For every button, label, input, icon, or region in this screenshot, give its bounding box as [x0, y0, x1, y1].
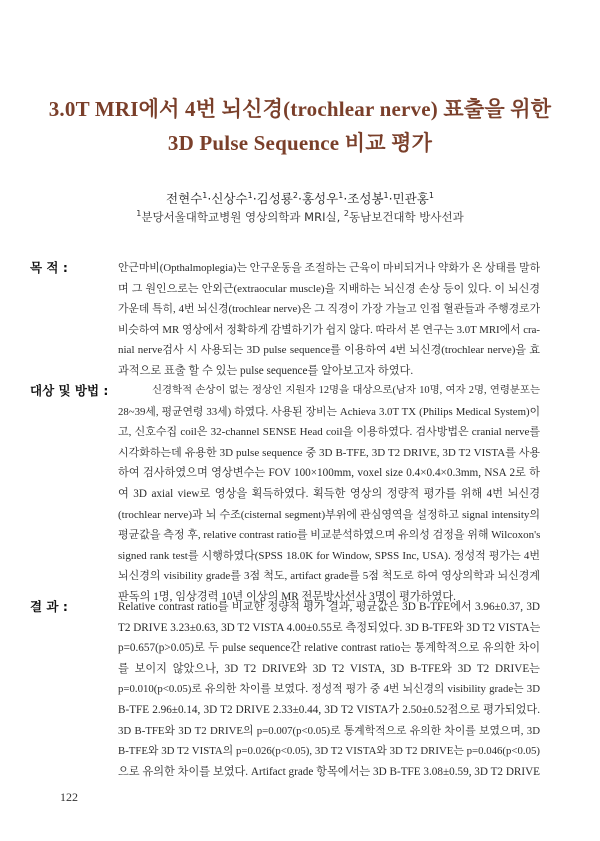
affil-text: 분당서울대학교병원 영상의학과 MRI실, — [141, 210, 344, 224]
text-line: 비슷하여 MR 영상에서 정확하게 감별하기가 쉽지 않다. 따라서 본 연구는 3.0T MRI에서 cra- — [118, 323, 540, 336]
section-results — [30, 597, 540, 782]
text-line: 28~39세, 평균연령 33세) 하였다. 사용된 장비는 Achieva 3.0T TX (Philips Medical System)이 — [118, 405, 540, 418]
text-line: 신경학적 손상이 없는 정상인 지원자 12명을 대상으로(남자 10명, 여자 2명, 연령분포는 — [152, 385, 540, 396]
text-line: 과적으로 표출 할 수 있는 pulse sequence를 알아보고자 하였다. — [118, 364, 414, 377]
author-affil-marker: 1 — [338, 190, 344, 200]
text-line: p=0.010(p<0.05)로 유의한 차이를 보였다. 정성적 평가 중 4번 뇌신경의 visibility grade는 3D — [118, 683, 540, 696]
author-name: 민관홍 — [392, 191, 429, 206]
text-line: B-TFE 2.96±0.14, 3D T2 DRIVE 2.33±0.44, 3D T2 VISTA가 2.50±0.52점으로 평가되었다. — [118, 703, 540, 716]
affil-text: 동남보건대학 방사선과 — [349, 210, 464, 224]
text-line: 뇌신경의 visibility grade를 3점 척도, artifact grade를 5점 척도로 하여 영상의학과 뇌신경계 — [118, 570, 540, 583]
text-line: 를 보이지 않았으나, 3D T2 DRIVE와 3D T2 VISTA, 3D B-TFE와 3D T2 DRIVE는 — [118, 662, 540, 675]
author-separator: · — [298, 191, 302, 206]
author-separator: · — [207, 191, 212, 206]
title-line-2: 3D Pulse Sequence 비교 평가 — [167, 131, 433, 155]
author-name: 홍성우 — [301, 191, 339, 206]
page-number: 122 — [60, 790, 78, 804]
text-line: 평균값을 측정 후, relative contrast ratio를 비교분석하였으며 유의성 검정을 위해 Wilcoxon's — [118, 529, 540, 542]
text-line: 으로 유의한 차이를 보였다. Artifact grade 항목에서는 3D B-TFE 3.08±0.59, 3D T2 DRIVE — [118, 765, 540, 778]
text-line: 여 3D axial view로 영상을 획득하였다. 획득한 영상의 정량적 평가를 위해 4번 뇌신경 — [118, 487, 540, 500]
text-line: 하여 검사하였으며 영상변수는 FOV 100×100mm, voxel size 0.4×0.4×0.3mm, NSA 2로 하 — [118, 467, 540, 480]
section-label-purpose: 목 적 : — [30, 260, 68, 275]
affiliation — [40, 208, 560, 226]
text-line: 판독의 1명, 임상경력 10년 이상의 MR 전문방사선사 3명이 평가하였다. — [118, 590, 456, 603]
author-name: 조성봉 — [347, 191, 384, 206]
text-line: 가운데 특히, 4번 뇌신경(trochlear nerve)은 그 직경이 가장 가늘고 인접 혈관들과 주행경로가 — [118, 303, 540, 316]
author-name: 전현수 — [166, 191, 203, 206]
title-line-1: 3.0T MRI에서 4번 뇌신경(trochlear nerve) 표출을 위한 — [48, 97, 552, 121]
author-list — [40, 190, 560, 208]
author-separator: · — [388, 191, 393, 206]
text-line: nial nerve검사 시 사용되는 3D pulse sequence를 이용하여 4번 뇌신경(trochlear nerve)을 효 — [118, 344, 540, 357]
author-affil-marker: 1 — [383, 190, 389, 200]
text-line: 3D B-TFE와 3D T2 DRIVE의 p=0.007(p<0.05)로 통계학적으로 유의한 차이를 보였으며, 3D — [118, 724, 540, 737]
author-affil-marker: 1 — [202, 190, 208, 200]
author-affil-marker: 2 — [292, 190, 298, 200]
text-line: 고, 신호수집 coil은 32-channel SENSE Head coil을 이용하였다. 검사방법은 cranial nerve를 — [118, 426, 540, 439]
text-line: B-TFE와 3D T2 VISTA의 p=0.026(p<0.05), 3D T2 VISTA와 3D T2 DRIVE는 p=0.046(p<0.05) — [118, 745, 540, 758]
text-line: Relative contrast ratio를 비교한 정량적 평가 결과, 평균값은 3D B-TFE에서 3.96±0.37, 3D — [118, 601, 540, 613]
text-line: signed rank test를 시행하였다(SPSS 18.0K for Window, SPSS Inc, USA). 정성적 평가는 4번 — [118, 549, 540, 562]
author-name: 김성룡 — [256, 191, 293, 206]
author-separator: · — [343, 191, 348, 206]
paper-title — [40, 92, 560, 160]
text-line: p=0.657(p>0.05)로 두 pulse sequence간 relative contrast ratio는 통계학적으로 유의한 차이 — [118, 642, 540, 655]
author-affil-marker: 1 — [247, 190, 253, 200]
section-label-methods: 대상 및 방법 : — [30, 383, 109, 398]
section-purpose — [30, 258, 540, 382]
text-line: T2 DRIVE 3.23±0.63, 3D T2 VISTA 4.00±0.55로 측정되었다. 3D B-TFE와 3D T2 VISTA는 — [118, 621, 540, 634]
affil-marker: 1 — [136, 209, 142, 219]
author-name: 신상수 — [211, 191, 248, 206]
section-label-results: 결 과 : — [30, 599, 68, 614]
text-line: 며 그 원인으로는 안외근(extraocular muscle)을 지배하는 뇌신경 손상 등이 있다. 이 뇌신경 — [118, 282, 540, 295]
author-separator: · — [252, 191, 257, 206]
text-line: (trochlear nerve)과 뇌 수조(cisternal segment)부위에 관심영역을 설정하고 signal intensity의 — [118, 508, 540, 521]
text-line: 안근마비(Opthalmoplegia)는 안구운동을 조절하는 근육이 마비되거나 약화가 온 상태를 말하 — [118, 262, 540, 274]
section-body-purpose — [82, 258, 540, 382]
text-line: 시각화하는데 유용한 3D pulse sequence 중 3D B-TFE, 3D T2 DRIVE, 3D T2 VISTA를 사용 — [118, 446, 540, 459]
section-body-methods — [82, 381, 540, 608]
author-affil-marker: 1 — [428, 190, 434, 200]
affil-marker: 2 — [343, 209, 349, 219]
section-body-results — [82, 597, 540, 782]
